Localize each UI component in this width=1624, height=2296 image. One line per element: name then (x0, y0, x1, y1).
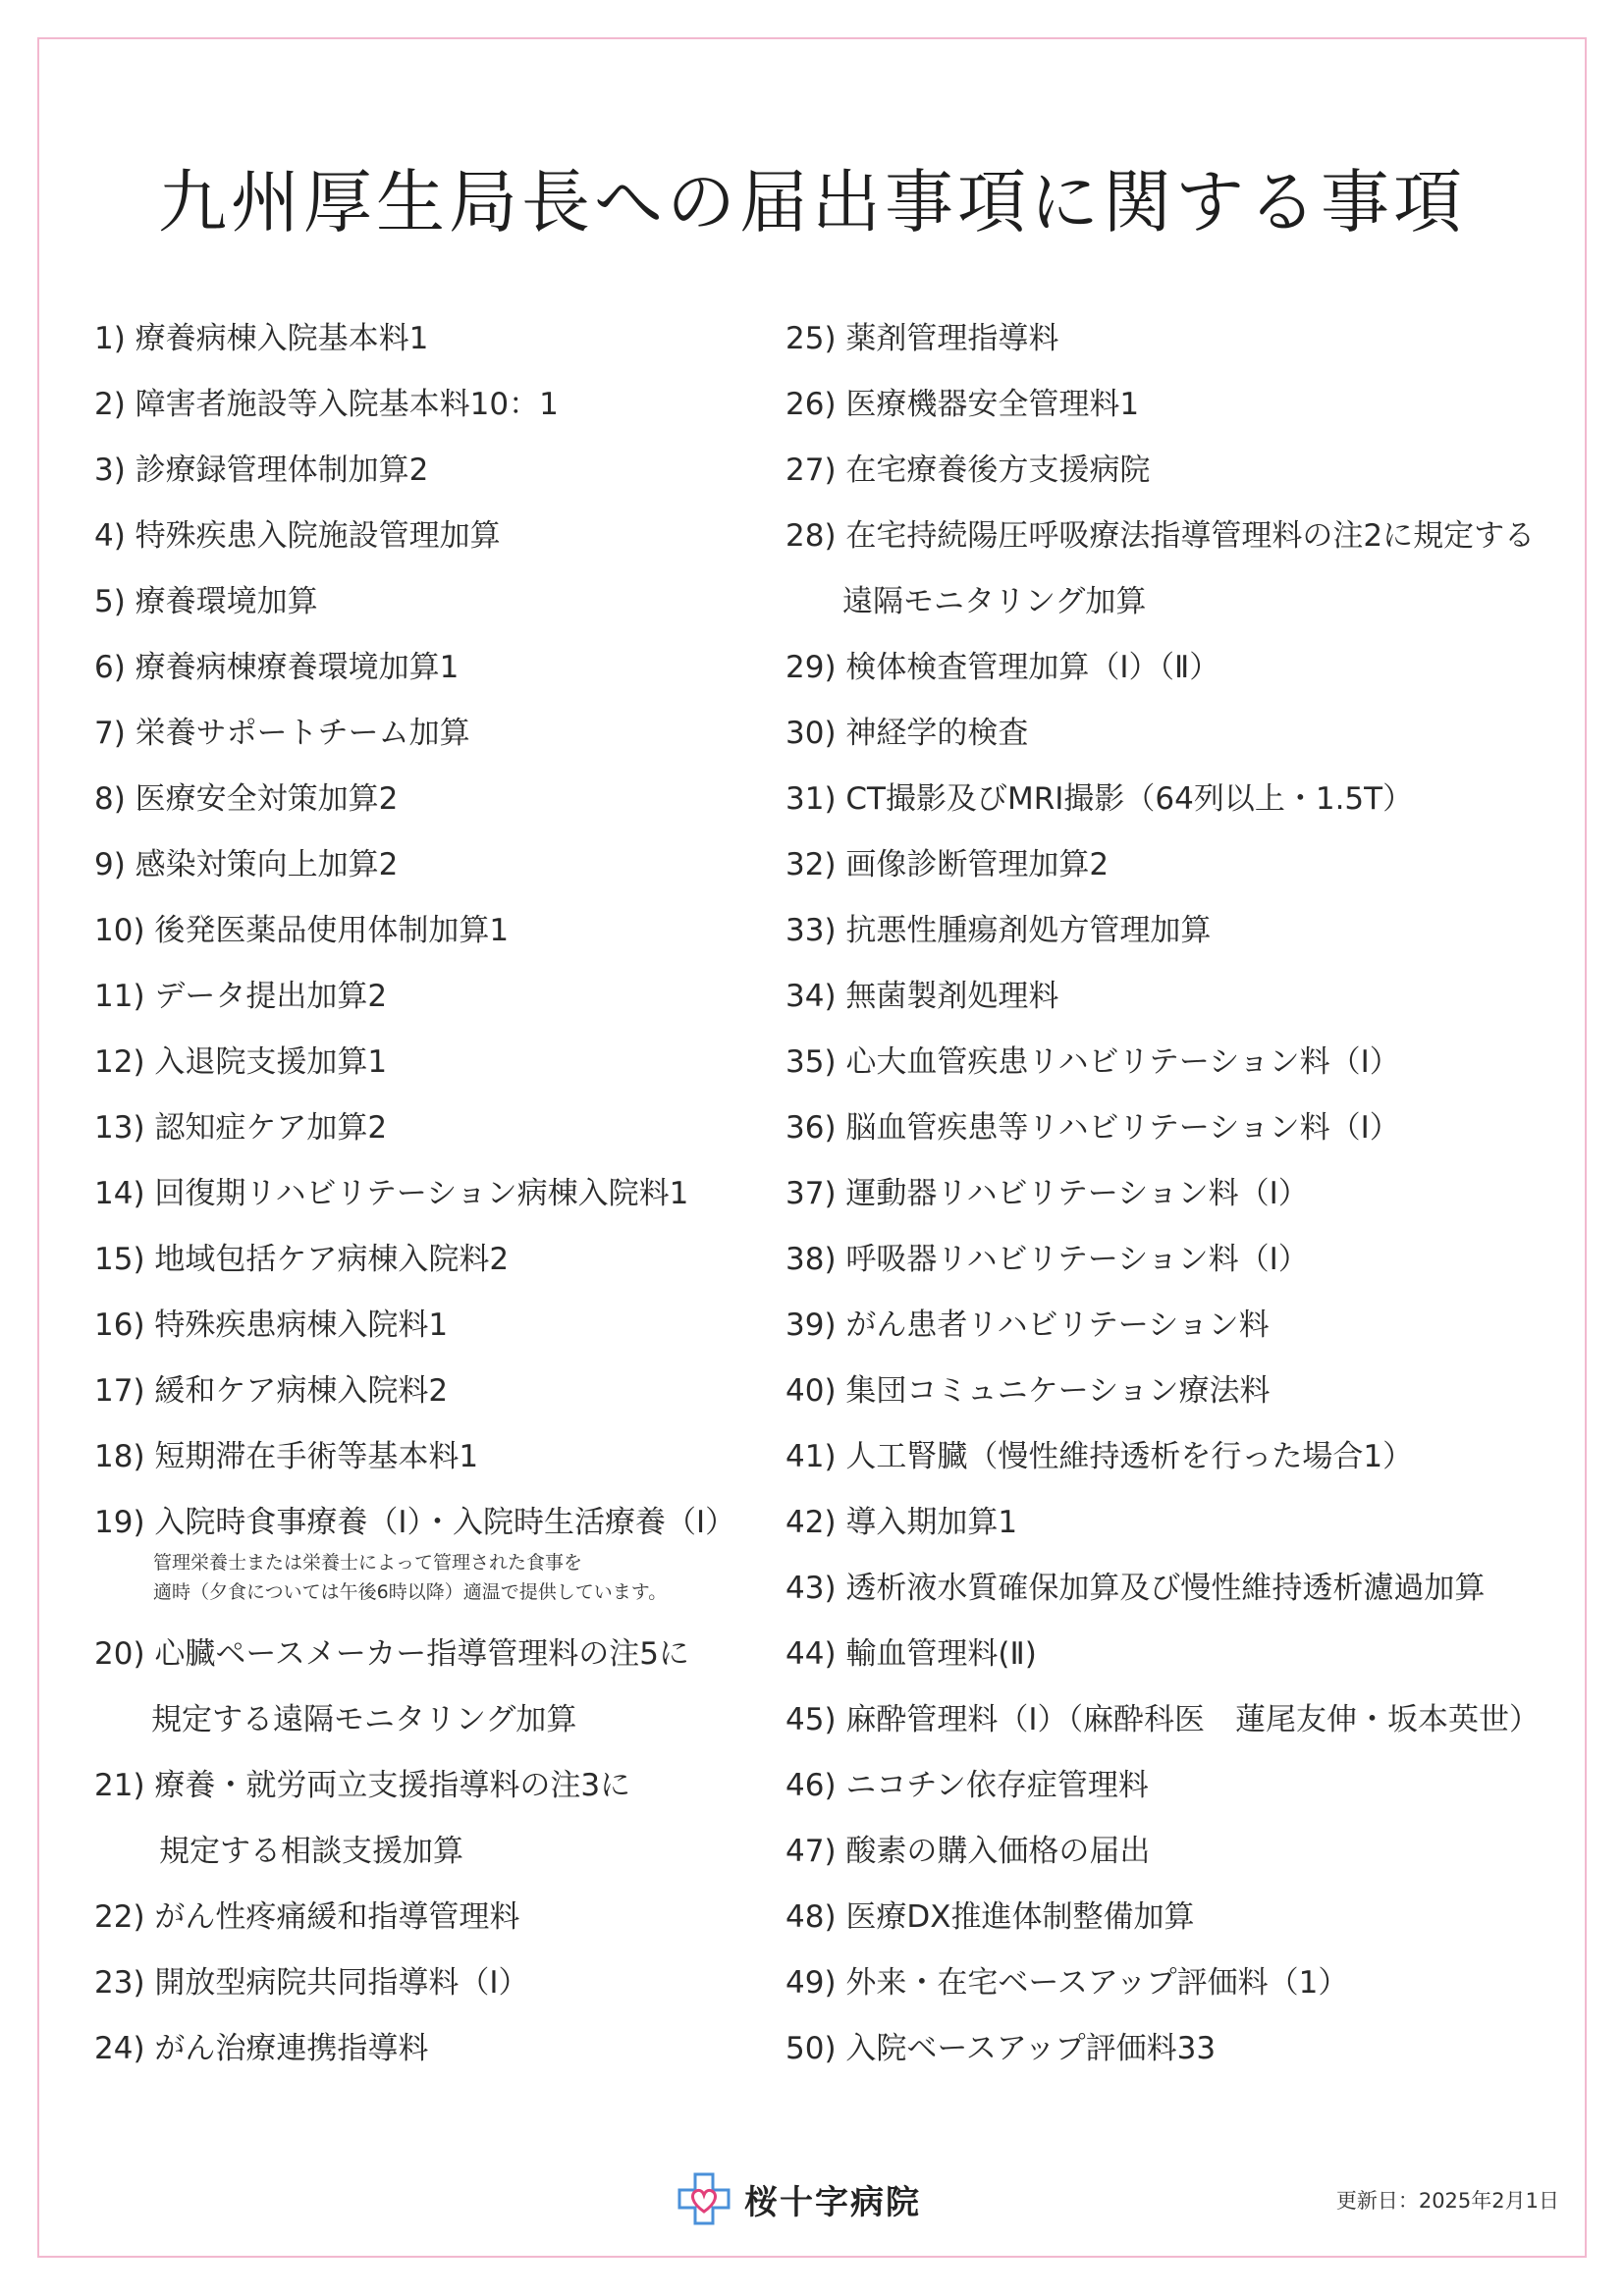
list-item: 36) 脳血管疾患等リハビリテーション料（Ⅰ） (785, 1110, 1400, 1146)
updated-date: 更新日：2025年2月1日 (1335, 2189, 1559, 2213)
list-item-continuation: 遠隔モニタリング加算 (842, 584, 1147, 619)
list-item: 19) 入院時食事療養（Ⅰ）・入院時生活療養（Ⅰ） (94, 1505, 736, 1540)
list-item: 32) 画像診断管理加算2 (785, 847, 1110, 882)
list-item: 18) 短期滞在手術等基本料1 (94, 1439, 479, 1474)
list-item: 43) 透析液水質確保加算及び慢性維持透析濾過加算 (785, 1571, 1486, 1606)
meal-note-line: 適時（夕食については午後6時以降）適温で提供しています。 (153, 1581, 668, 1603)
list-item: 14) 回復期リハビリテーション病棟入院料1 (94, 1176, 689, 1211)
list-item: 27) 在宅療養後方支援病院 (785, 453, 1151, 488)
list-item: 47) 酸素の購入価格の届出 (785, 1834, 1151, 1869)
cross-heart-logo-icon (677, 2172, 731, 2225)
list-item: 15) 地域包括ケア病棟入院料2 (94, 1242, 510, 1277)
list-item: 31) CT撮影及びMRI撮影（64列以上・1.5T） (785, 781, 1414, 817)
list-item: 2) 障害者施設等入院基本料10：1 (94, 387, 559, 422)
list-item: 38) 呼吸器リハビリテーション料（Ⅰ） (785, 1242, 1309, 1277)
list-item: 42) 導入期加算1 (785, 1505, 1018, 1540)
list-item: 46) ニコチン依存症管理料 (785, 1768, 1149, 1803)
list-item: 35) 心大血管疾患リハビリテーション料（Ⅰ） (785, 1044, 1400, 1080)
list-item: 26) 医療機器安全管理料1 (785, 387, 1140, 422)
list-item: 30) 神経学的検査 (785, 716, 1029, 751)
list-item: 40) 集団コミュニケーション療法料 (785, 1373, 1271, 1409)
list-item: 39) がん患者リハビリテーション料 (785, 1308, 1270, 1343)
list-item-continuation: 規定する遠隔モニタリング加算 (151, 1702, 577, 1737)
list-item: 23) 開放型病院共同指導料（Ⅰ） (94, 1965, 529, 2001)
list-item: 10) 後発医薬品使用体制加算1 (94, 913, 510, 948)
list-item: 11) データ提出加算2 (94, 979, 388, 1014)
left-column (94, 306, 782, 2082)
list-item: 1) 療養病棟入院基本料1 (94, 321, 429, 356)
list-item: 50) 入院ベースアップ評価料33 (785, 2031, 1217, 2066)
list-item: 13) 認知症ケア加算2 (94, 1110, 388, 1146)
list-item: 29) 検体検査管理加算（Ⅰ）（Ⅱ） (785, 650, 1220, 685)
list-item: 12) 入退院支援加算1 (94, 1044, 388, 1080)
list-item: 4) 特殊疾患入院施設管理加算 (94, 518, 501, 554)
list-item: 37) 運動器リハビリテーション料（Ⅰ） (785, 1176, 1309, 1211)
list-item: 6) 療養病棟療養環境加算1 (94, 650, 460, 685)
right-column (785, 306, 1571, 2082)
list-item: 45) 麻酔管理料（Ⅰ）（麻酔科医 蓮尾友伸・坂本英世） (785, 1702, 1541, 1737)
hospital-name: 桜十字病院 (744, 2182, 921, 2222)
list-item: 21) 療養・就労両立支援指導料の注3に (94, 1768, 631, 1803)
list-item: 8) 医療安全対策加算2 (94, 781, 399, 817)
meal-note-line: 管理栄養士または栄養士によって管理された食事を (153, 1552, 583, 1574)
list-item: 20) 心臓ペースメーカー指導管理料の注5に (94, 1636, 689, 1672)
list-item: 34) 無菌製剤処理料 (785, 979, 1059, 1014)
list-item: 49) 外来・在宅ベースアップ評価料（1） (785, 1965, 1349, 2001)
list-item: 25) 薬剤管理指導料 (785, 321, 1059, 356)
list-item: 5) 療養環境加算 (94, 584, 318, 619)
list-item: 41) 人工腎臓（慢性維持透析を行った場合1） (785, 1439, 1414, 1474)
list-item: 17) 緩和ケア病棟入院料2 (94, 1373, 449, 1409)
hospital-logo (677, 2169, 921, 2228)
list-item: 48) 医療DX推進体制整備加算 (785, 1899, 1195, 1935)
list-item: 3) 診療録管理体制加算2 (94, 453, 429, 488)
list-item: 33) 抗悪性腫瘍剤処方管理加算 (785, 913, 1212, 948)
list-item: 44) 輸血管理料(Ⅱ) (785, 1636, 1037, 1672)
list-item: 16) 特殊疾患病棟入院料1 (94, 1308, 449, 1343)
list-item: 7) 栄養サポートチーム加算 (94, 716, 470, 751)
list-item: 22) がん性疼痛緩和指導管理料 (94, 1899, 520, 1935)
list-item: 9) 感染対策向上加算2 (94, 847, 399, 882)
page-title: 九州厚生局長への届出事項に関する事項 (158, 162, 1466, 242)
list-item-continuation: 規定する相談支援加算 (159, 1834, 463, 1869)
meal-note (94, 1548, 782, 1614)
list-item: 28) 在宅持続陽圧呼吸療法指導管理料の注2に規定する (785, 518, 1536, 554)
list-item: 24) がん治療連携指導料 (94, 2031, 429, 2066)
